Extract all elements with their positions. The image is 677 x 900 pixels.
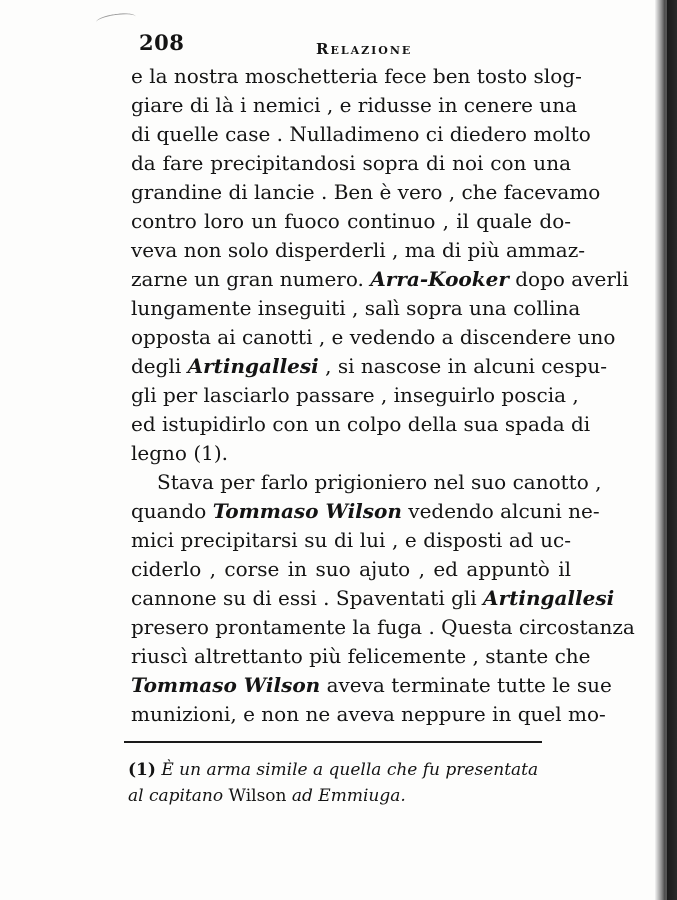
text-line: riuscì altrettanto più felicemente , stante che <box>131 644 591 668</box>
footnote-line <box>128 783 548 809</box>
text-line: grandine di lancie . Ben è vero , che facevamo <box>131 180 601 204</box>
text-line <box>131 265 629 294</box>
text-line: di quelle case . Nulladimeno ci diedero molto <box>131 122 591 146</box>
text-line: legno (1). <box>131 441 229 465</box>
running-head: Relazione <box>316 40 413 58</box>
text-line: opposta ai canotti , e vedendo a discendere uno <box>131 325 616 349</box>
footnote <box>128 757 548 809</box>
text-run: dopo averli <box>508 267 629 291</box>
footnote-marker: (1) <box>128 760 156 780</box>
italic-name: Tommaso Wilson <box>131 673 321 697</box>
text-run: degli <box>131 354 188 378</box>
footnote-text: È un arma simile a quella che fu presentata <box>161 760 539 780</box>
text-line: contro loro un fuoco continuo , il quale do- <box>131 209 571 233</box>
text-line: giare di là i nemici , e ridusse in cenere una <box>131 93 577 117</box>
text-line: veva non solo disperderli , ma di più ammaz- <box>131 238 586 262</box>
text-line: presero prontamente la fuga . Questa circostanza <box>131 615 635 639</box>
text-line: munizioni, e non ne aveva neppure in quel mo- <box>131 702 606 726</box>
body-text <box>131 62 635 729</box>
text-run: cannone su di essi . Spaventati gli <box>131 586 484 610</box>
text-line: ed istupidirlo con un colpo della sua spada di <box>131 412 591 436</box>
text-line: gli per lasciarlo passare , inseguirlo poscia , <box>131 383 579 407</box>
text-line <box>131 584 615 613</box>
italic-name: Artingallesi <box>187 354 319 378</box>
text-line: e la nostra moschetteria fece ben tosto slog- <box>131 64 582 88</box>
italic-name: Tommaso Wilson <box>212 499 402 523</box>
text-run: , si nascose in alcuni cespu- <box>318 354 608 378</box>
text-line <box>131 352 608 381</box>
text-run: aveva terminate tutte le sue <box>320 673 612 697</box>
text-line: Stava per farlo prigioniero nel suo canotto , <box>157 470 602 494</box>
text-line <box>131 671 612 700</box>
text-line: da fare precipitandosi sopra di noi con una <box>131 151 571 175</box>
footnote-rule <box>124 741 542 743</box>
text-line <box>131 497 600 526</box>
footnote-name: Wilson <box>228 786 287 806</box>
scan-edge-stripe <box>665 0 667 900</box>
italic-name: Arra-Kooker <box>370 267 509 291</box>
footnote-line <box>128 757 548 783</box>
text-line: ciderlo , corse in suo ajuto , ed appuntò il <box>131 557 571 581</box>
text-line: mici precipitarsi su di lui , e disposti ad uc- <box>131 528 571 552</box>
italic-name: Artingallesi <box>483 586 615 610</box>
page-number: 208 <box>139 30 185 55</box>
footnote-text: al capitano <box>128 786 229 806</box>
text-run: quando <box>131 499 213 523</box>
ink-smudge <box>95 11 136 27</box>
footnote-text: ad Emmiuga. <box>286 786 406 806</box>
text-run: vedendo alcuni ne- <box>401 499 600 523</box>
text-line: lungamente inseguiti , salì sopra una collina <box>131 296 581 320</box>
text-run: zarne un gran numero. <box>131 267 371 291</box>
